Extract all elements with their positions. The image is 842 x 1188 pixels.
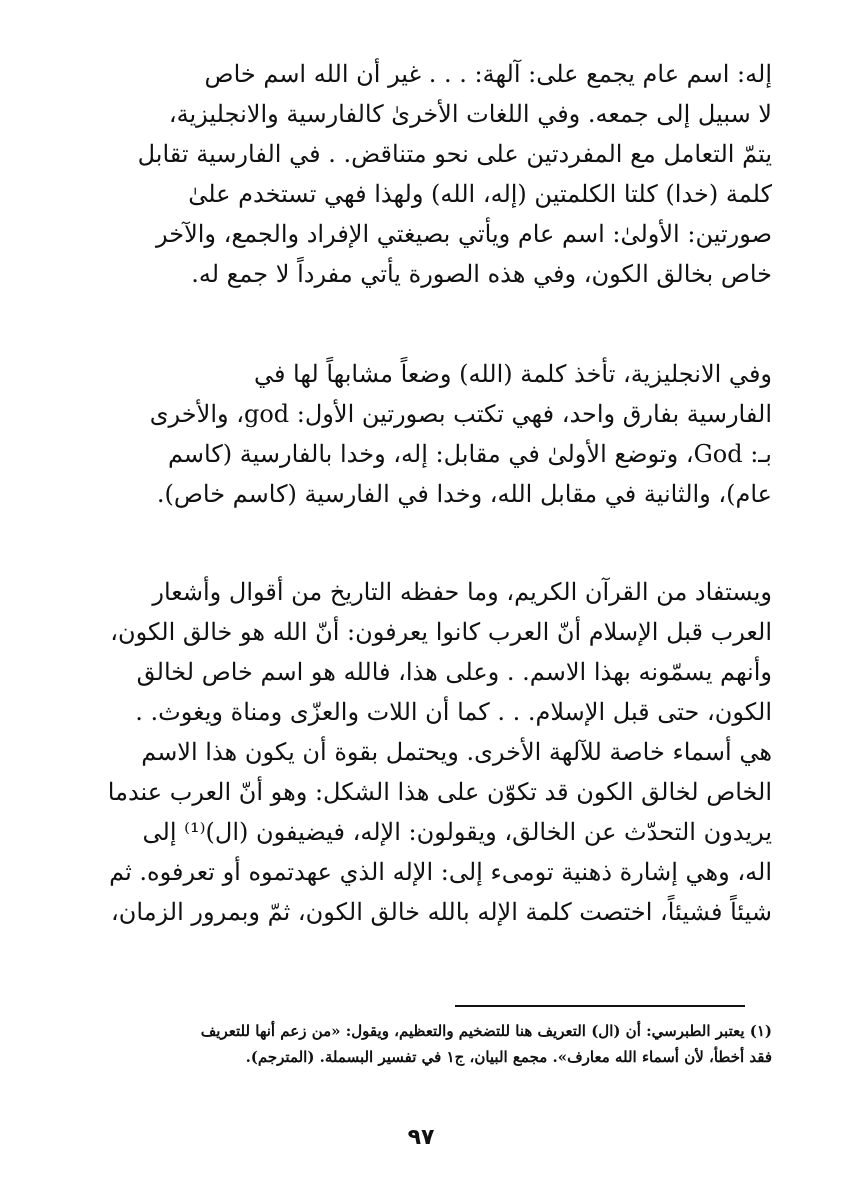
paragraph-line: الفارسية بفارق واحد، فهي تكتب بصورتين الأول: god، والأخرى	[149, 400, 772, 428]
paragraph-line: وفي الانجليزية، تأخذ كلمة (الله) وضعاً مشابهاً لها في	[253, 360, 772, 388]
paragraph-line: يتمّ التعامل مع المفردتين على نحو متناقض. . في الفارسية تقابل	[137, 140, 772, 168]
footnote-divider	[455, 1005, 745, 1007]
paragraph-line: لا سبيل إلى جمعه. وفي اللغات الأخرىٰ كالفارسية والانجليزية،	[168, 100, 772, 128]
paragraph-line: وأنهم يسمّونه بهذا الاسم. . وعلى هذا، فالله هو اسم خاص لخالق	[136, 658, 772, 686]
paragraph-3	[72, 572, 772, 932]
paragraph-line: إله: اسم عام يجمع على: آلهة: . . . غير أن الله اسم خاص	[204, 60, 772, 88]
paragraph-1	[72, 54, 772, 294]
paragraph-line: خاص بخالق الكون، وفي هذه الصورة يأتي مفرداً لا جمع له.	[191, 260, 772, 288]
paragraph-line: كلمة (خدا) كلتا الكلمتين (إله، الله) ولهذا فهي تستخدم علىٰ	[188, 180, 772, 208]
paragraph-line: هي أسماء خاصة للآلهة الأخرى. ويحتمل بقوة أن يكون هذا الاسم	[141, 738, 772, 766]
paragraph-line: الكون، حتى قبل الإسلام. . . كما أن اللات والعزّى ومناة ويغوث. .	[135, 698, 772, 726]
footnote-line: (١) يعتبر الطبرسي: أن (ال) التعريف هنا للتضخيم والتعظيم، ويقول: «من زعم أنها للتعريف	[200, 1022, 772, 1040]
paragraph-line: يريدون التحدّث عن الخالق، ويقولون: الإله، فيضيفون (ال)⁽¹⁾ إلى	[142, 818, 772, 846]
page-number: ٩٧	[407, 1125, 435, 1150]
footnote	[72, 1018, 772, 1070]
paragraph-line: بـ: God، وتوضع الأولىٰ في مقابل: إله، وخدا بالفارسية (كاسم	[167, 440, 772, 468]
paragraph-line: ويستفاد من القرآن الكريم، وما حفظه التاريخ من أقوال وأشعار	[152, 578, 772, 606]
paragraph-line: شيئاً فشيئاً، اختصت كلمة الإله بالله خالق الكون، ثمّ وبمرور الزمان،	[111, 898, 772, 926]
paragraph-line: اله، وهي إشارة ذهنية تومىء إلى: الإله الذي عهدتموه أو تعرفوه. ثم	[109, 858, 772, 886]
paragraph-line: العرب قبل الإسلام أنّ العرب كانوا يعرفون: أنّ الله هو خالق الكون،	[110, 618, 772, 646]
paragraph-2	[72, 354, 772, 514]
paragraph-line: صورتين: الأولىٰ: اسم عام ويأتي بصيغتي الإفراد والجمع، والآخر	[156, 220, 772, 248]
paragraph-line: عام)، والثانية في مقابل الله، وخدا في الفارسية (كاسم خاص).	[156, 480, 772, 508]
paragraph-line: الخاص لخالق الكون قد تكوّن على هذا الشكل: وهو أنّ العرب عندما	[107, 778, 772, 806]
footnote-line: فقد أخطأ، لأن أسماء الله معارف». مجمع البيان، ج١ في تفسير البسملة. (المترجم).	[245, 1048, 772, 1066]
